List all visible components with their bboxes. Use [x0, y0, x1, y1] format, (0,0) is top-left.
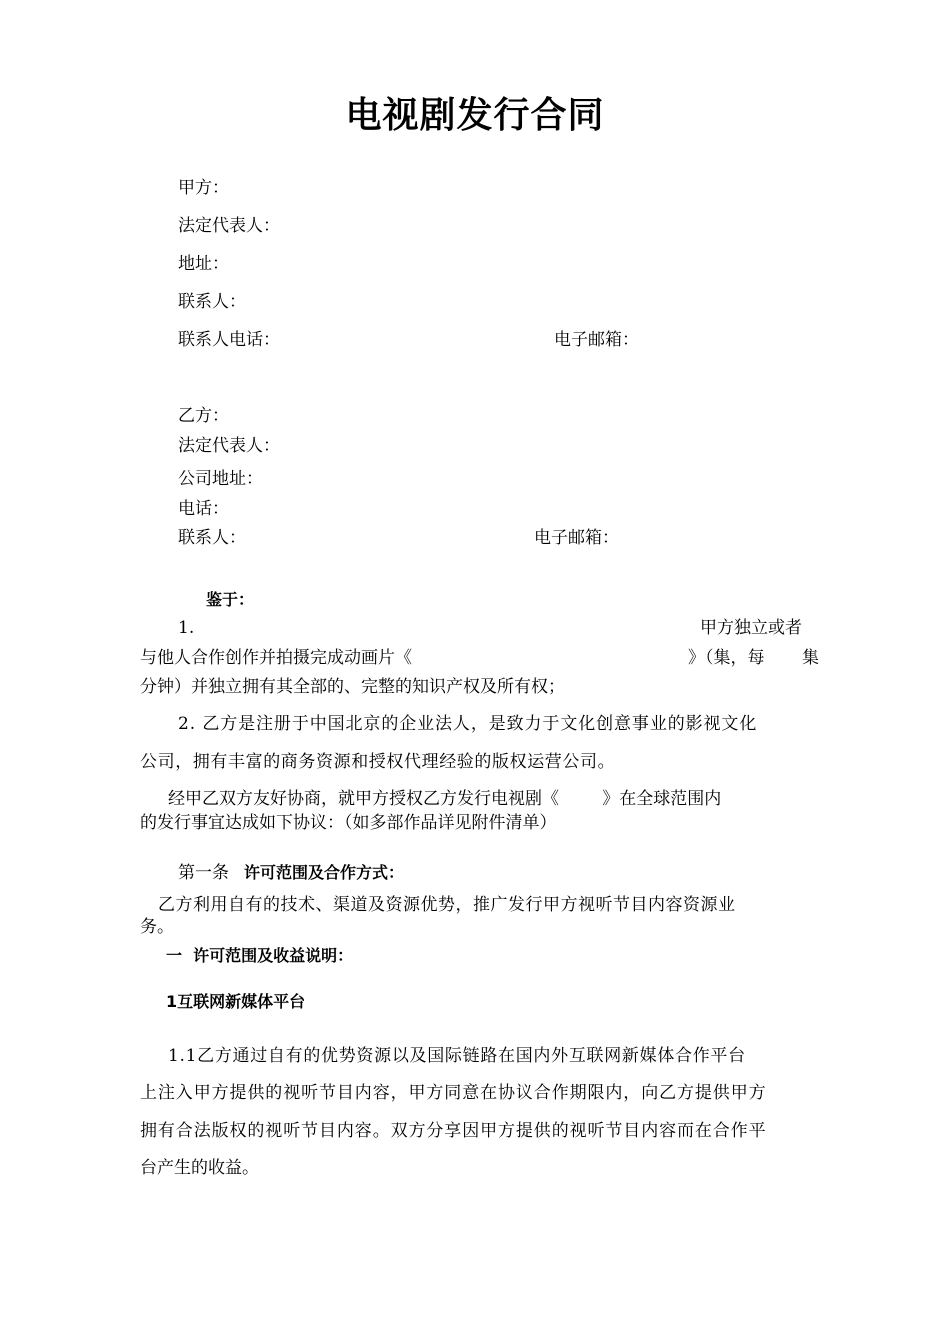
para-1-1-line1: 1.1乙方通过自有的优势资源以及国际链路在国内外互联网新媒体合作平台 [168, 1046, 746, 1066]
para-1-1-line4: 台产生的收益。 [140, 1158, 259, 1178]
section1-subheading: 1互联网新媒体平台 [166, 992, 306, 1011]
whereas-item2-line1: 2. 乙方是注册于中国北京的企业法人，是致力于文化创意事业的影视文化 [178, 714, 758, 734]
party-a-rep-label: 法定代表人： [178, 216, 280, 236]
section1-heading: 一 许可范围及收益说明： [166, 946, 354, 965]
party-a-phone-label: 联系人电话： [178, 330, 280, 350]
whereas-item1-line2-c: 集 [802, 648, 819, 668]
party-b-name-label: 乙方： [178, 406, 229, 426]
party-a-contact-label: 联系人： [178, 292, 246, 312]
para-1-1-line2: 上注入甲方提供的视听节目内容，甲方同意在协议合作期限内，向乙方提供甲方 [140, 1083, 767, 1103]
party-a-email-label: 电子邮箱： [554, 330, 639, 350]
whereas-item1-line3: 分钟）并独立拥有其全部的、完整的知识产权及所有权； [140, 677, 565, 697]
contract-title: 电视剧发行合同 [345, 95, 605, 136]
party-b-phone-label: 电话： [178, 499, 229, 519]
party-b-contact-label: 联系人： [178, 528, 246, 548]
party-a-name-label: 甲方： [178, 178, 229, 198]
article1-prefix: 第一条 [178, 863, 229, 883]
article1-heading: 许可范围及合作方式： [244, 863, 405, 882]
article1-body-line2: 务。 [140, 917, 174, 937]
whereas-item1-line2-a: 与他人合作创作并拍摄完成动画片《 [140, 648, 412, 668]
party-b-address-label: 公司地址： [178, 469, 263, 489]
whereas-item1-number: 1. [178, 618, 195, 638]
article1-body-line1: 乙方利用自有的技术、渠道及资源优势，推广发行甲方视听节目内容资源业 [158, 895, 736, 915]
whereas-item2-line2: 公司，拥有丰富的商务资源和授权代理经验的版权运营公司。 [140, 752, 616, 772]
para-1-1-line3: 拥有合法版权的视听节目内容。双方分享因甲方提供的视听节目内容而在合作平 [140, 1121, 767, 1141]
whereas-heading: 鉴于： [206, 590, 255, 609]
whereas-item1-line2-b: 》（集，每 [688, 648, 765, 668]
agreement-line2: 的发行事宜达成如下协议：（如多部作品详见附件清单） [140, 813, 557, 833]
party-b-rep-label: 法定代表人： [178, 436, 280, 456]
party-b-email-label: 电子邮箱： [534, 528, 619, 548]
agreement-line1: 经甲乙双方友好协商，就甲方授权乙方发行电视剧《 》在全球范围内 [168, 789, 722, 809]
whereas-item1-right-text: 甲方独立或者 [700, 618, 802, 638]
party-a-address-label: 地址： [178, 254, 229, 274]
